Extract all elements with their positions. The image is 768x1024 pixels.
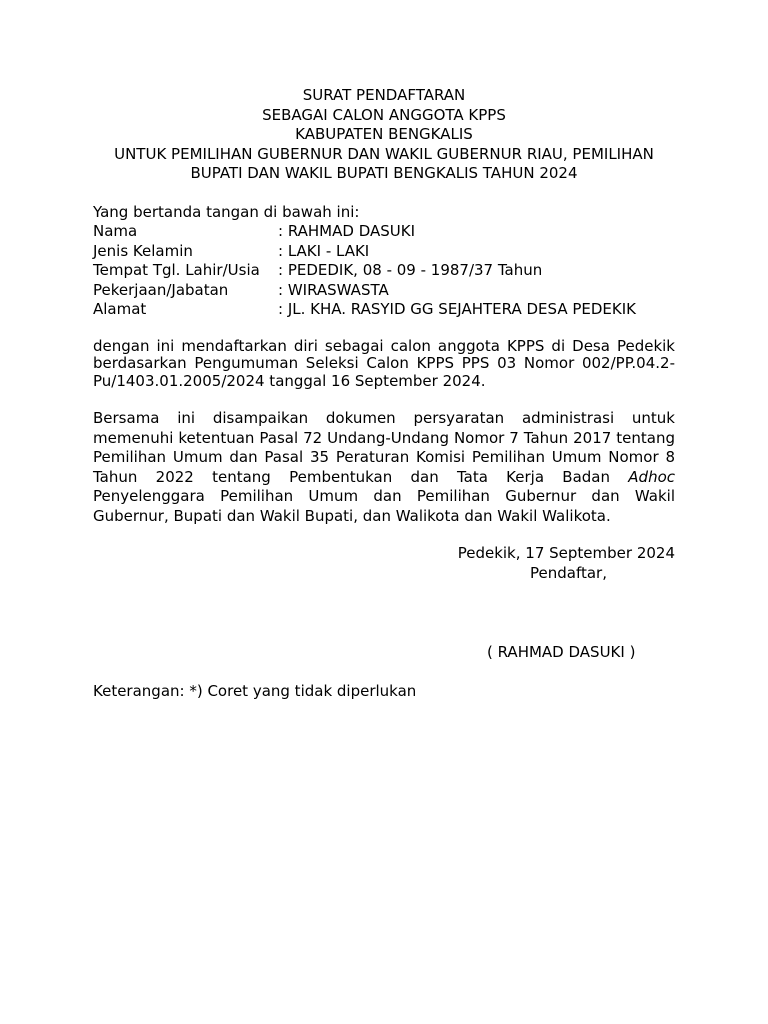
- title-line-2: SEBAGAI CALON ANGGOTA KPPS: [262, 105, 506, 124]
- personal-details: [93, 222, 675, 320]
- field-row-occupation: [93, 281, 675, 301]
- place-date: Pedekik, 17 September 2024: [457, 544, 675, 562]
- registration-paragraph: dengan ini mendaftarkan diri sebagai calon anggota KPPS di Desa Pedekik berdasarkan Pengumuman Seleksi Calon KPPS PPS 03 Nomor 002/PP.04.2-Pu/1403.01.2005/2024 tanggal 16 September 2024.: [93, 336, 675, 390]
- field-label: Tempat Tgl. Lahir/Usia: [93, 261, 260, 279]
- title-line-5: BUPATI DAN WAKIL BUPATI BENGKALIS TAHUN 2024: [190, 164, 578, 182]
- field-label: Alamat: [93, 300, 147, 318]
- field-value: : PEDEDIK, 08 - 09 - 1987/37 Tahun: [278, 261, 543, 279]
- field-value: : RAHMAD DASUKI: [278, 222, 416, 240]
- documents-text-after: Penyelenggara Pemilihan Umum dan Pemilihan Gubernur dan Wakil Gubernur, Bupati dan Wakil Bupati, dan Walikota dan Wakil Walikota.: [93, 487, 675, 525]
- title-line-1: SURAT PENDAFTARAN: [302, 86, 466, 104]
- field-label: Nama: [93, 222, 138, 240]
- field-value: : JL. KHA. RASYID GG SEJAHTERA DESA PEDEKIK: [278, 300, 636, 318]
- field-row-birth: [93, 261, 675, 281]
- letter-title: [93, 86, 675, 184]
- field-value: : WIRASWASTA: [278, 280, 389, 299]
- field-row-name: [93, 222, 675, 242]
- title-line-4: UNTUK PEMILIHAN GUBERNUR DAN WAKIL GUBERNUR RIAU, PEMILIHAN: [114, 144, 654, 163]
- field-label: Pekerjaan/Jabatan: [93, 280, 229, 299]
- intro-text: Yang bertanda tangan di bawah ini:: [93, 202, 360, 221]
- documents-text-italic: Adhoc: [628, 467, 675, 486]
- registration-letter: [93, 86, 675, 701]
- title-line-3: KABUPATEN BENGKALIS: [295, 125, 473, 143]
- field-label: Jenis Kelamin: [93, 241, 193, 260]
- documents-paragraph: [93, 409, 675, 526]
- field-value: : LAKI - LAKI: [278, 241, 370, 260]
- note-text: Keterangan: *) Coret yang tidak diperlukan: [93, 681, 417, 700]
- signer-name: ( RAHMAD DASUKI ): [487, 643, 636, 661]
- documents-text-before: Bersama ini disampaikan dokumen persyaratan administrasi untuk memenuhi ketentuan Pasal 72 Undang-Undang Nomor 7 Tahun 2017 tentang Pemilihan Umum dan Pasal 35 Peraturan Komisi Pemilihan Umum Nomor 8 Tahun 2022 tentang Pembentukan dan Tata Kerja Badan: [93, 409, 675, 486]
- field-row-gender: [93, 242, 675, 262]
- applicant-label: Pendaftar,: [530, 563, 607, 582]
- field-row-address: [93, 300, 675, 320]
